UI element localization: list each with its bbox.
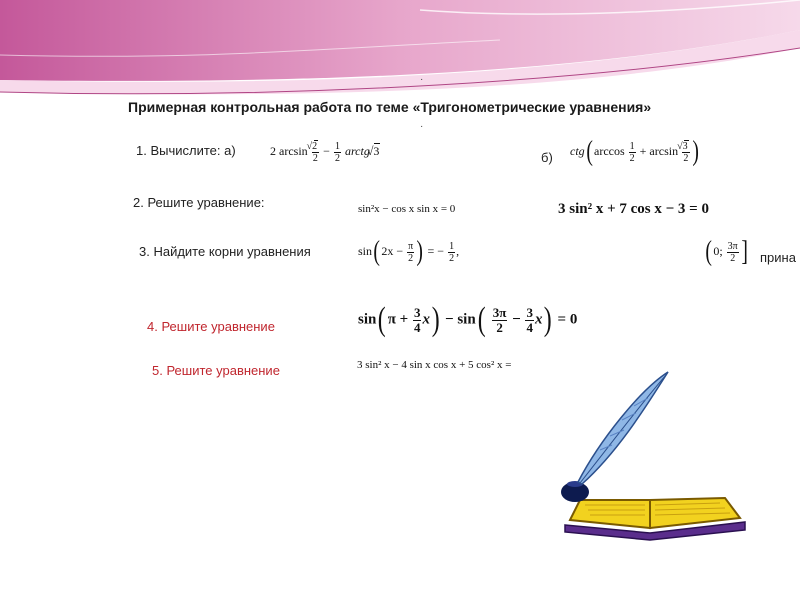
task-1b-formula: ctg(arccos $\frac{1}{2}$ + arcsin √ $\frac{3}{2}$ ) <box>570 138 700 166</box>
task-4-label: 4. Решите уравнение <box>147 319 275 334</box>
task-5-formula: 3 sin² x − 4 sin x cos x + 5 cos² x = <box>357 359 512 371</box>
task-1a-formula: 2 arcsin √ $\frac{2}{2}$ − $\frac{1}{2}$ arctg √ 3 <box>270 140 380 164</box>
task-1b-label: б) <box>541 150 553 165</box>
task-2-label: 2. Решите уравнение: <box>133 195 265 210</box>
header-banner <box>0 0 800 110</box>
page-title: Примерная контрольная работа по теме «Тригонометрические уравнения» <box>128 99 652 115</box>
task-3-formula: sin(2x − $\frac{\pi}{2}$ ) = − $\frac{1}{2}$ , <box>358 236 460 267</box>
dot-marker: · <box>420 74 424 85</box>
dot-marker: · <box>420 121 424 132</box>
task-5-label: 5. Решите уравнение <box>152 363 280 378</box>
task-3-interval: (0; $\frac{3\pi}{2}$ ] <box>705 236 748 267</box>
task-2a-formula: sin²x − cos x sin x = 0 <box>358 203 456 215</box>
task-4-formula: sin( π + $\frac{3}{4}$ x) − sin( $\frac{3\pi}{2}$ − $\frac{3}{4}$ x) = 0 <box>358 301 578 338</box>
quill-and-book-icon <box>540 350 760 545</box>
task-3-label: 3. Найдите корни уравнения <box>139 244 311 259</box>
task-1-label: 1. Вычислите: а) <box>136 143 236 158</box>
task-2b-formula: 3 sin² x + 7 cos x − 3 = 0 <box>558 201 709 217</box>
task-3-truncated-text: прина <box>760 250 796 265</box>
